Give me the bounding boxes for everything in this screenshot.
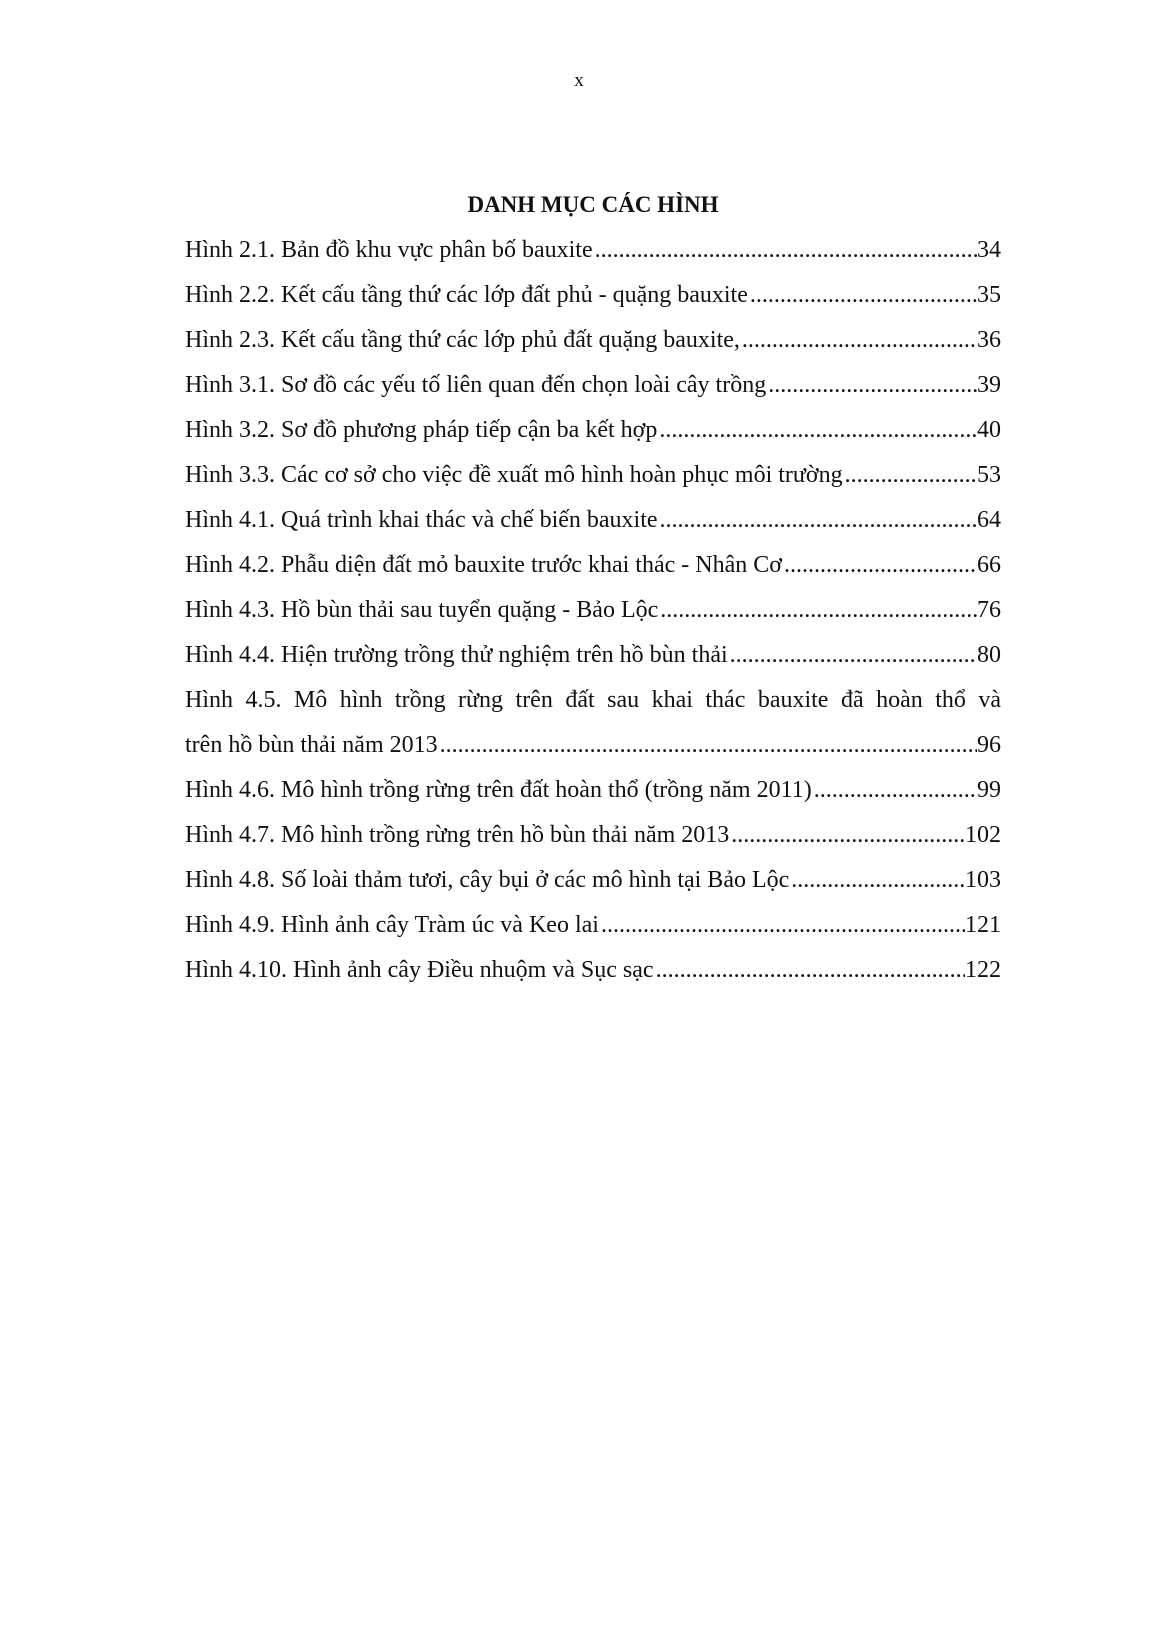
entry-label: Hình 3.3. Các cơ sở cho việc đề xuất mô hình hoàn phục môi trường bbox=[185, 462, 843, 488]
entry-page: 35 bbox=[977, 282, 1001, 308]
entry-page: 39 bbox=[977, 372, 1001, 398]
entry-label: Hình 4.8. Số loài thảm tươi, cây bụi ở các mô hình tại Bảo Lộc bbox=[185, 867, 790, 893]
toc-entry[interactable] bbox=[185, 903, 1001, 948]
entry-page: 80 bbox=[977, 642, 1001, 668]
entry-page: 121 bbox=[965, 912, 1001, 938]
dot-leader bbox=[599, 903, 965, 948]
entry-label: Hình 4.2. Phẫu diện đất mỏ bauxite trước khai thác - Nhân Cơ bbox=[185, 552, 782, 578]
entry-page: 64 bbox=[977, 507, 1001, 533]
dot-leader bbox=[740, 318, 977, 363]
page-number: x bbox=[574, 70, 584, 91]
toc-entry[interactable] bbox=[185, 318, 1001, 363]
dot-leader bbox=[654, 948, 965, 993]
entry-page: 40 bbox=[977, 417, 1001, 443]
entry-label: Hình 3.2. Sơ đồ phương pháp tiếp cận ba kết hợp bbox=[185, 417, 658, 443]
toc-entry[interactable] bbox=[185, 948, 1001, 993]
entry-page: 76 bbox=[977, 597, 1001, 623]
dot-leader bbox=[789, 858, 965, 903]
entry-page: 34 bbox=[977, 237, 1001, 263]
toc-entry[interactable] bbox=[185, 228, 1001, 273]
dot-leader bbox=[843, 453, 977, 498]
toc-entry[interactable] bbox=[185, 633, 1001, 678]
entry-page: 66 bbox=[977, 552, 1001, 578]
entry-page: 99 bbox=[977, 777, 1001, 803]
toc-entry[interactable] bbox=[185, 543, 1001, 588]
entry-label: Hình 3.1. Sơ đồ các yếu tố liên quan đến chọn loài cây trồng bbox=[185, 372, 767, 398]
entry-label: Hình 4.4. Hiện trường trồng thử nghiệm trên hồ bùn thải bbox=[185, 642, 728, 668]
entry-label: Hình 4.1. Quá trình khai thác và chế biến bauxite bbox=[185, 507, 658, 533]
dot-leader bbox=[748, 273, 977, 318]
entry-label: Hình 4.6. Mô hình trồng rừng trên đất hoàn thổ (trồng năm 2011) bbox=[185, 777, 812, 803]
dot-leader bbox=[728, 633, 977, 678]
dot-leader bbox=[593, 228, 977, 273]
entry-label: Hình 2.1. Bản đồ khu vực phân bố bauxite bbox=[185, 237, 593, 263]
figure-list bbox=[185, 228, 1001, 993]
entry-page: 122 bbox=[965, 957, 1001, 983]
toc-entry[interactable] bbox=[185, 588, 1001, 633]
toc-entry[interactable] bbox=[185, 858, 1001, 903]
entry-page: 36 bbox=[977, 327, 1001, 353]
entry-label: Hình 2.3. Kết cấu tầng thứ các lớp phủ đất quặng bauxite, bbox=[185, 327, 740, 353]
toc-entry[interactable] bbox=[185, 813, 1001, 858]
toc-entry[interactable] bbox=[185, 273, 1001, 318]
dot-leader bbox=[658, 498, 977, 543]
page-title: DANH MỤC CÁC HÌNH bbox=[467, 192, 719, 217]
entry-page: 96 bbox=[977, 732, 1001, 758]
dot-leader bbox=[782, 543, 977, 588]
entry-page: 53 bbox=[977, 462, 1001, 488]
entry-label: Hình 4.7. Mô hình trồng rừng trên hồ bùn thải năm 2013 bbox=[185, 822, 730, 848]
dot-leader bbox=[729, 813, 965, 858]
toc-entry[interactable] bbox=[185, 453, 1001, 498]
entry-label: Hình 4.9. Hình ảnh cây Tràm úc và Keo lai bbox=[185, 912, 599, 938]
dot-leader bbox=[812, 768, 977, 813]
toc-entry[interactable] bbox=[185, 408, 1001, 453]
dot-leader bbox=[658, 588, 977, 633]
entry-page: 103 bbox=[965, 867, 1001, 893]
entry-label: Hình 4.3. Hồ bùn thải sau tuyển quặng - Bảo Lộc bbox=[185, 597, 659, 623]
entry-label: trên hồ bùn thải năm 2013 bbox=[185, 732, 438, 758]
entry-page: 102 bbox=[965, 822, 1001, 848]
toc-entry-continuation bbox=[185, 723, 1001, 768]
toc-entry[interactable] bbox=[185, 498, 1001, 543]
toc-entry[interactable] bbox=[185, 768, 1001, 813]
dot-leader bbox=[766, 363, 977, 408]
dot-leader bbox=[438, 723, 977, 768]
entry-label-line1: Hình 4.5. Mô hình trồng rừng trên đất sau khai thác bauxite đã hoàn thổ và bbox=[185, 687, 1001, 713]
entry-label: Hình 2.2. Kết cấu tầng thứ các lớp đất phủ - quặng bauxite bbox=[185, 282, 748, 308]
dot-leader bbox=[657, 408, 977, 453]
toc-entry-multiline[interactable] bbox=[185, 678, 1001, 768]
toc-entry[interactable] bbox=[185, 363, 1001, 408]
entry-label: Hình 4.10. Hình ảnh cây Điều nhuộm và Sục sạc bbox=[185, 957, 654, 983]
